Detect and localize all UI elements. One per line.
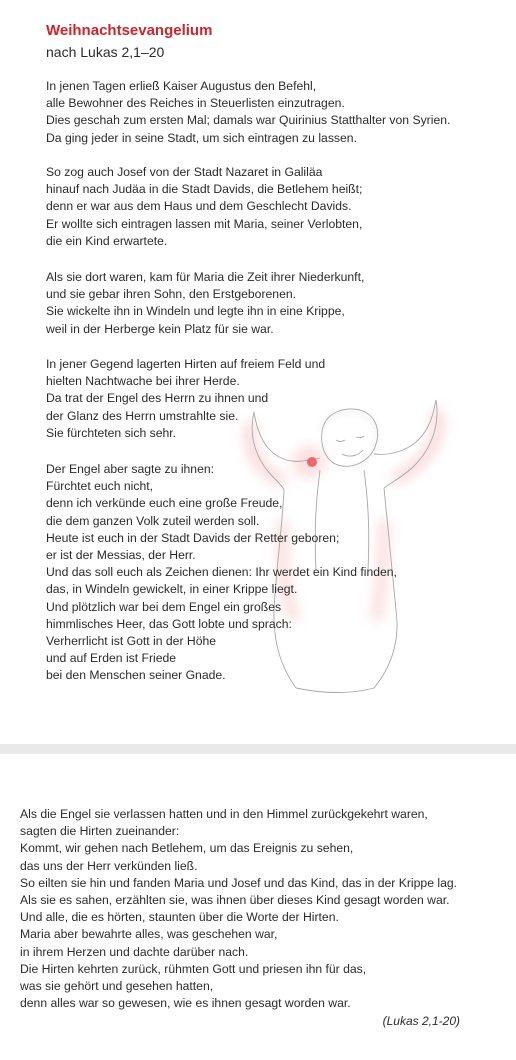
stanza-line: Sie wickelte ihn in Windeln und legte ihn in eine Krippe, (46, 304, 345, 319)
stanza-line: Sie fürchteten sich sehr. (46, 425, 177, 440)
stanza-line: Da ging jeder in seine Stadt, um sich eintragen zu lassen. (46, 130, 357, 145)
section-divider (0, 744, 516, 754)
stanza-line: Als die Engel sie verlassen hatten und in den Himmel zurückgekehrt waren, (20, 807, 428, 821)
stanza-line: Die Hirten kehrten zurück, rühmten Gott und priesen ihn für das, (20, 961, 367, 976)
scripture-reference: (Lukas 2,1-20) (382, 1014, 460, 1028)
stanza-line: in ihrem Herzen und dachte darüber nach. (20, 944, 249, 959)
stanza-line: bei den Menschen seiner Gnade. (46, 668, 226, 683)
stanza-line: In jener Gegend lagerten Hirten auf freiem Feld und (46, 357, 326, 371)
stanza-line: Der Engel aber sagte zu ihnen: (46, 462, 215, 476)
stanza-line: So eilten sie hin und fanden Maria und Josef und das Kind, das in der Krippe lag. (20, 875, 458, 890)
stanza-line: denn ich verkünde euch eine große Freude, (46, 496, 283, 511)
stanza-line: denn er war aus dem Haus und dem Geschlecht Davids. (46, 199, 352, 214)
stanza-line: denn alles war so gewesen, wie es ihnen gesagt worden war. (20, 996, 351, 1011)
stanza-line: weil in der Herberge kein Platz für sie war. (46, 321, 274, 336)
stanza-line: hinauf nach Judäa in die Stadt Davids, die Betlehem heißt; (46, 182, 363, 197)
stanza-line: das uns der Herr verkünden ließ. (20, 858, 198, 873)
stanza-line: die ein Kind erwartete. (46, 233, 168, 248)
stanza-line: Und plötzlich war bei dem Engel ein großes (46, 599, 282, 614)
stanza-line: und auf Erden ist Friede (46, 651, 177, 666)
stanza-line: Er wollte sich eintragen lassen mit Maria, seiner Verlobten, (46, 216, 363, 231)
stanza-line: Maria aber bewahrte alles, was geschehen war, (20, 927, 278, 942)
stanza-5 (46, 461, 397, 685)
page-subtitle: nach Lukas 2,1–20 (46, 44, 165, 60)
stanza-line: hielten Nachtwache bei ihrer Herde. (46, 374, 240, 389)
stanza-line: In jenen Tagen erließ Kaiser Augustus den Befehl, (46, 79, 317, 93)
stanza-3 (46, 269, 364, 338)
stanza-line: Da trat der Engel des Herrn zu ihnen und (46, 391, 269, 406)
stanza-line: sagten die Hirten zueinander: (20, 824, 180, 839)
stanza-line: und sie gebar ihren Sohn, den Erstgeborenen. (46, 287, 297, 302)
stanza-line: Und das soll euch als Zeichen dienen: Ihr werdet ein Kind finden, (46, 565, 397, 580)
stanza-line: Dies geschah zum ersten Mal; damals war Quirinius Statthalter von Syrien. (46, 113, 451, 128)
stanza-line: Verherrlicht ist Gott in der Höhe (46, 634, 217, 649)
stanza-line: die dem ganzen Volk zuteil werden soll. (46, 513, 260, 528)
stanza-line: der Glanz des Herrn umstrahlte sie. (46, 408, 239, 423)
stanza-6 (20, 806, 457, 1012)
stanza-4 (46, 356, 325, 442)
stanza-1 (46, 78, 450, 147)
stanza-line: Heute ist euch in der Stadt Davids der Retter geboren; (46, 530, 340, 545)
stanza-line: Als sie dort waren, kam für Maria die Zeit ihrer Niederkunft, (46, 270, 365, 284)
stanza-line: Kommt, wir gehen nach Betlehem, um das Ereignis zu sehen, (20, 841, 354, 856)
page-title: Weihnachtsevangelium (46, 22, 213, 39)
stanza-line: was sie gehört und gesehen hatten, (20, 979, 214, 994)
stanza-line: alle Bewohner des Reiches in Steuerlisten einzutragen. (46, 96, 345, 111)
stanza-line: das, in Windeln gewickelt, in einer Krippe liegt. (46, 582, 298, 597)
stanza-2 (46, 164, 362, 250)
stanza-line: Fürchtet euch nicht, (46, 479, 154, 494)
stanza-line: Und alle, die es hörten, staunten über die Worte der Hirten. (20, 910, 339, 925)
stanza-line: Als sie es sahen, erzählten sie, was ihnen über dieses Kind gesagt worden war. (20, 893, 450, 908)
stanza-line: himmlisches Heer, das Gott lobte und sprach: (46, 616, 292, 631)
stanza-line: So zog auch Josef von der Stadt Nazaret in Galiläa (46, 165, 323, 179)
stanza-line: er ist der Messias, der Herr. (46, 548, 196, 563)
